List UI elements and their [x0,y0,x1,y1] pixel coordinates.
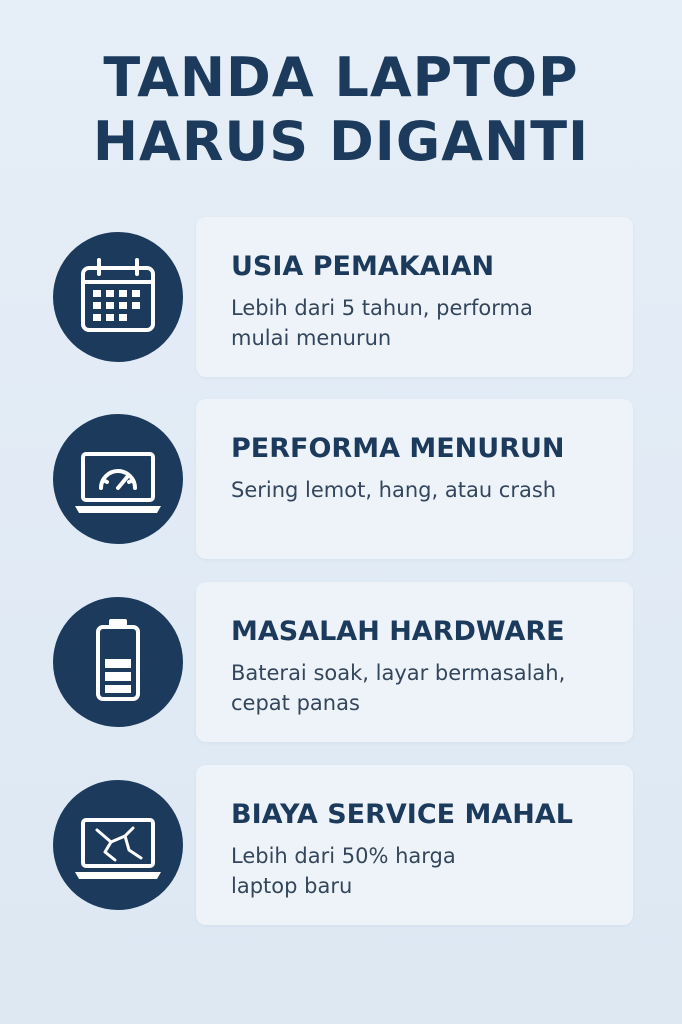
laptop-speedometer-icon [53,414,183,544]
sign-title: MASALAH HARDWARE [231,616,565,647]
sign-title: USIA PEMAKAIAN [231,251,495,282]
page-title-line-1: TANDA LAPTOP [103,46,579,109]
sign-item-usia-pemakaian [0,217,682,377]
sign-title: BIAYA SERVICE MAHAL [231,799,573,830]
sign-description: Lebih dari 50% harga laptop baru [231,844,456,898]
sign-description: Lebih dari 5 tahun, performa mulai menurun [231,296,533,350]
sign-item-biaya-service [0,765,682,925]
sign-card [196,582,633,742]
page-title-line-2: HARUS DIGANTI [92,110,590,173]
sign-card [196,765,633,925]
icon-badge [53,414,183,544]
page-title [0,46,682,174]
sign-card [196,399,633,559]
sign-description: Baterai soak, layar bermasalah, cepat panas [231,661,566,715]
sign-title: PERFORMA MENURUN [231,433,565,464]
sign-item-masalah-hardware [0,582,682,742]
sign-description: Sering lemot, hang, atau crash [231,478,557,502]
cracked-laptop-icon [53,780,183,910]
sign-item-performa-menurun [0,399,682,559]
icon-badge [53,232,183,362]
calendar-icon [53,232,183,362]
battery-icon [53,597,183,727]
sign-card [196,217,633,377]
icon-badge [53,780,183,910]
icon-badge [53,597,183,727]
